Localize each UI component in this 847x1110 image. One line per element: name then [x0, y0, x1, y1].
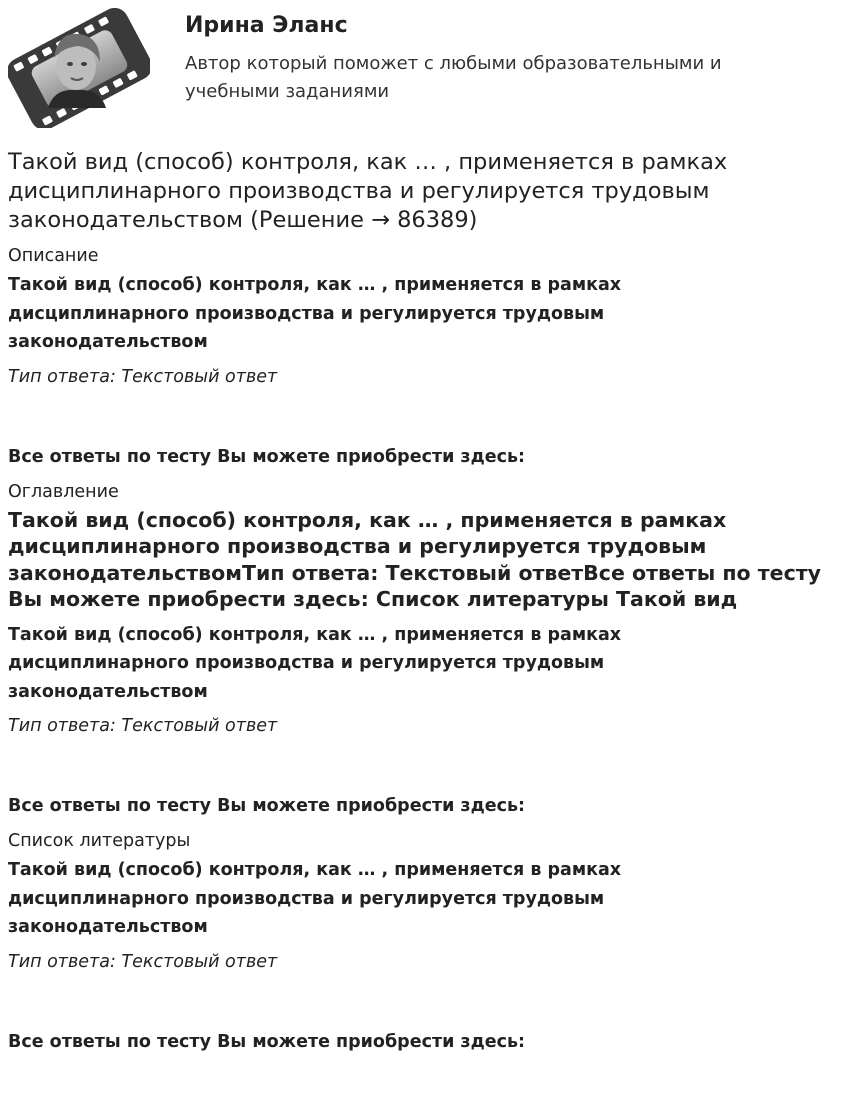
buy-note: Все ответы по тесту Вы можете приобрести здесь:	[8, 1031, 526, 1052]
section-label-toc: Оглавление	[8, 481, 119, 502]
literature-section	[8, 830, 828, 1054]
answer-type: Тип ответа: Текстовый ответ	[8, 951, 278, 972]
question-text: Такой вид (способ) контроля, как … , применяется в рамках дисциплинарного производства и регулируется трудовым законодательством	[8, 860, 622, 937]
main-content	[8, 148, 828, 1066]
answer-type: Тип ответа: Текстовый ответ	[8, 366, 278, 387]
answer-type: Тип ответа: Текстовый ответ	[8, 716, 278, 736]
author-description: Автор который поможет с любыми образовательными и учебными заданиями	[185, 53, 722, 102]
question-text: Такой вид (способ) контроля, как … , применяется в рамках дисциплинарного производства и регулируется трудовым законодательством	[8, 624, 622, 702]
page-title: Такой вид (способ) контроля, как … , применяется в рамках дисциплинарного производства и регулируется трудовым законодательством (Решение → 86389)	[8, 149, 728, 233]
question-text: Такой вид (способ) контроля, как … , применяется в рамках дисциплинарного производства и регулируется трудовым законодательством	[8, 275, 622, 352]
avatar[interactable]	[8, 8, 150, 128]
author-name[interactable]: Ирина Эланс	[185, 13, 348, 38]
buy-note: Все ответы по тесту Вы можете приобрести здесь:	[8, 446, 526, 467]
buy-note: Все ответы по тесту Вы можете приобрести здесь:	[8, 796, 526, 816]
section-label-description: Описание	[8, 246, 99, 266]
section-label-literature: Список литературы	[8, 831, 191, 851]
author-block	[8, 8, 839, 128]
toc-heading: Такой вид (способ) контроля, как … , применяется в рамках дисциплинарного производства и регулируется трудовым законодательствомТип ответа: Текстовый ответВсе ответы по тесту Вы можете приобрести здесь: Список литературы Такой вид	[8, 507, 821, 611]
film-frame-avatar-icon	[8, 8, 150, 128]
toc-section	[8, 481, 828, 819]
description-section	[8, 245, 828, 469]
